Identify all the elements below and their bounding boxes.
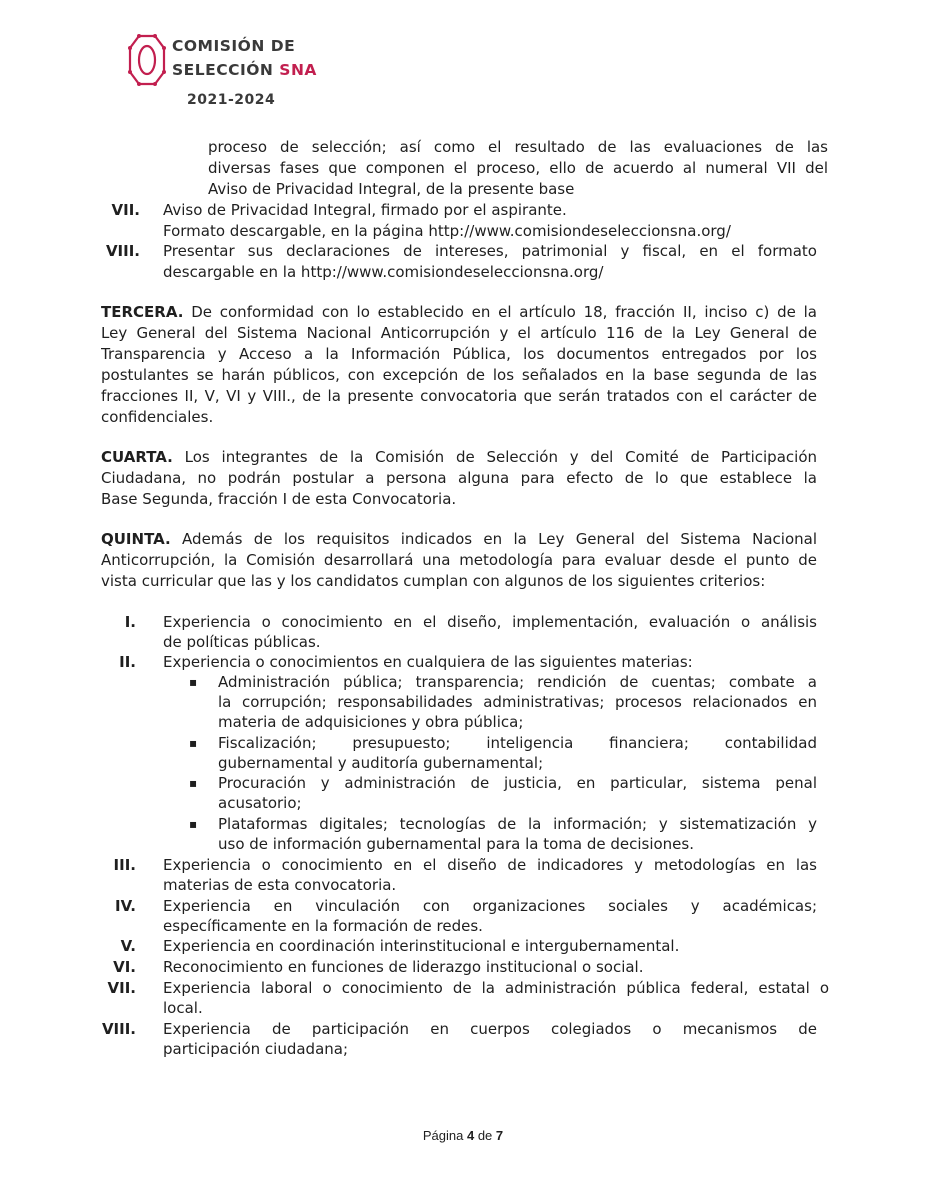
section-heading-cuarta: CUARTA. [101, 448, 173, 466]
text-line: Procuración y administración de justicia, en particular, sistema penal [218, 774, 817, 792]
section-heading-quinta: QUINTA. [101, 530, 171, 548]
list-number: I. [124, 613, 136, 631]
logo-octagon-icon [127, 30, 167, 90]
text-line: uso de información gubernamental para la toma de decisiones. [218, 835, 694, 853]
text-line: específicamente en la formación de redes. [163, 917, 483, 935]
text-line: Presentar sus declaraciones de intereses, patrimonial y fiscal, en el formato [163, 242, 817, 260]
page-of: de [474, 1128, 496, 1143]
list-number: VIII. [105, 242, 140, 260]
text-line: Experiencia de participación en cuerpos colegiados o mecanismos de [163, 1020, 817, 1038]
text-line: materias de esta convocatoria. [163, 876, 397, 894]
text-line: CUARTA. Los integrantes de la Comisión de Selección y del Comité de Participación [101, 448, 817, 466]
text-line: de políticas públicas. [163, 633, 321, 651]
text-line: Plataformas digitales; tecnologías de la información; y sistematización y [218, 815, 817, 833]
text-line: Aviso de Privacidad Integral, de la presente base [208, 180, 575, 198]
list-number: VI. [113, 958, 136, 976]
list-number: IV. [115, 897, 136, 915]
list-number: VII. [107, 979, 136, 997]
text-line: TERCERA. De conformidad con lo establecido en el artículo 18, fracción II, inciso c) de la [101, 303, 817, 321]
text-line: la corrupción; responsabilidades administrativas; procesos relacionados en [218, 693, 817, 711]
bullet-icon: ▪ [189, 776, 198, 790]
text-line: acusatorio; [218, 794, 302, 812]
logo-sna: SNA [279, 61, 317, 79]
page-label: Página [422, 1128, 467, 1143]
text-line: Experiencia o conocimiento en el diseño de indicadores y metodologías en las [163, 856, 817, 874]
text-line: local. [163, 999, 203, 1017]
text-line: gubernamental y auditoría gubernamental; [218, 754, 544, 772]
section-heading-tercera: TERCERA. [101, 303, 184, 321]
text-line: Aviso de Privacidad Integral, firmado por el aspirante. [163, 201, 567, 219]
commission-logo [127, 30, 317, 115]
text-line: Fiscalización; presupuesto; inteligencia financiera; contabilidad [218, 734, 817, 752]
text-line: descargable en la http://www.comisiondeseleccionsna.org/ [163, 263, 604, 281]
text-line: vista curricular que las y los candidatos cumplan con algunos de los siguientes criterios: [101, 572, 766, 590]
logo-seleccion: SELECCIÓN [172, 61, 280, 79]
text-line: materia de adquisiciones y obra pública; [218, 713, 524, 731]
text-line: Ley General del Sistema Nacional Anticorrupción y el artículo 116 de la Ley General de [101, 324, 817, 342]
page-footer [0, 1128, 926, 1143]
text-line: Experiencia en coordinación interinstitucional e intergubernamental. [163, 937, 680, 955]
bullet-icon: ▪ [189, 817, 198, 831]
list-number: II. [119, 653, 136, 671]
text-line: Administración pública; transparencia; rendición de cuentas; combate a [218, 673, 817, 691]
text-line: fracciones II, V, VI y VIII., de la presente convocatoria que serán tratados con el carácter de [101, 387, 817, 405]
text-line: postulantes se harán públicos, con excepción de los señalados en la base segunda de las [101, 366, 817, 384]
text-line: Transparencia y Acceso a la Información Pública, los documentos entregados por los [101, 345, 817, 363]
list-number: III. [113, 856, 136, 874]
bullet-icon: ▪ [189, 736, 198, 750]
logo-period: 2021-2024 [187, 92, 276, 108]
text-line: confidenciales. [101, 408, 214, 426]
text-line: Experiencia o conocimiento en el diseño, implementación, evaluación o análisis [163, 613, 817, 631]
text-line: Formato descargable, en la página http://www.comisiondeseleccionsna.org/ [163, 222, 731, 240]
bullet-icon: ▪ [189, 675, 198, 689]
list-number: VII. [111, 201, 140, 219]
text-line: Base Segunda, fracción I de esta Convocatoria. [101, 490, 457, 508]
text-line: Experiencia en vinculación con organizaciones sociales y académicas; [163, 897, 817, 915]
text-line: participación ciudadana; [163, 1040, 349, 1058]
text-line: Ciudadana, no podrán postular a persona alguna para efecto de lo que establece la [101, 469, 817, 487]
page-number: 4 [466, 1128, 475, 1143]
text-line: Reconocimiento en funciones de liderazgo institucional o social. [163, 958, 644, 976]
text-line: Anticorrupción, la Comisión desarrollará una metodología para evaluar desde el punto de [101, 551, 817, 569]
text-line: diversas fases que componen el proceso, ello de acuerdo al numeral VII del [208, 159, 828, 177]
list-number: V. [120, 937, 136, 955]
text-line: QUINTA. Además de los requisitos indicados en la Ley General del Sistema Nacional [101, 530, 817, 548]
text-line: proceso de selección; así como el resultado de las evaluaciones de las [208, 138, 828, 156]
text-line: Experiencia o conocimientos en cualquiera de las siguientes materias: [163, 653, 693, 671]
logo-title-line1: COMISIÓN DE [172, 37, 296, 55]
list-number: VIII. [101, 1020, 136, 1038]
page-total: 7 [495, 1128, 504, 1143]
logo-title-line2 [172, 61, 317, 79]
text-line: Experiencia laboral o conocimiento de la administración pública federal, estatal o [163, 979, 829, 997]
